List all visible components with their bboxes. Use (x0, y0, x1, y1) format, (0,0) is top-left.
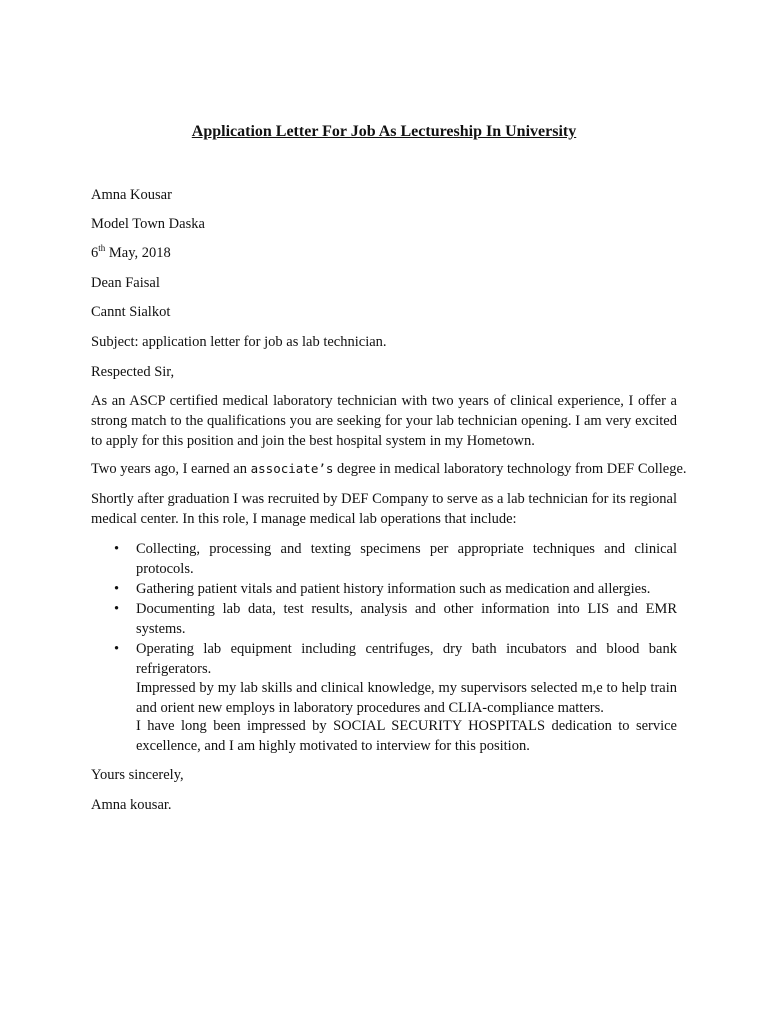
list-item (91, 539, 677, 579)
signature: Amna kousar. (91, 797, 172, 813)
duties-list (91, 539, 677, 679)
letter-date (91, 243, 171, 263)
sender-name: Amna Kousar (91, 187, 172, 203)
list-item (91, 579, 677, 599)
list-item-text: Collecting, processing and texting specimens per appropriate techniques and clinical protocols. (136, 541, 677, 577)
bullet-icon: • (114, 541, 120, 557)
associate-word: associate’s (250, 461, 334, 476)
paragraph-motivation: I have long been impressed by SOCIAL SECURITY HOSPITALS dedication to service excellence, and I am highly motivated to interview for this position. (136, 718, 677, 754)
date-suffix: th (98, 243, 106, 254)
list-item-text: Gathering patient vitals and patient history information such as medication and allergies. (136, 581, 651, 597)
recipient-name: Dean Faisal (91, 275, 160, 291)
bullet-icon: • (114, 581, 120, 597)
list-item (91, 599, 677, 639)
letter-title: Application Letter For Job As Lectureship In University (191, 123, 577, 140)
bullet-icon: • (114, 601, 120, 617)
closing: Yours sincerely, (91, 767, 184, 783)
bullet-icon: • (114, 641, 120, 657)
list-item (91, 639, 677, 679)
subject-line: Subject: application letter for job as lab technician. (91, 334, 387, 350)
list-item-text: Operating lab equipment including centrifuges, dry bath incubators and blood bank refrigerators. (136, 641, 677, 677)
paragraph-experience: Shortly after graduation I was recruited by DEF Company to serve as a lab technician for its regional medical center. In this role, I manage medical lab operations that include: (91, 491, 677, 527)
education-text-start: Two years ago, I earned an (91, 461, 251, 477)
paragraph-impressed: Impressed by my lab skills and clinical knowledge, my supervisors selected m,e to help train and orient new employs in laboratory procedures and CLIA-compliance matters. (136, 680, 677, 716)
date-rest: May, 2018 (105, 245, 171, 261)
date-day: 6 (91, 245, 99, 261)
sender-address: Model Town Daska (91, 216, 205, 232)
salutation: Respected Sir, (91, 364, 175, 380)
paragraph-intro: As an ASCP certified medical laboratory technician with two years of clinical experience, I offer a strong match to the qualifications you are seeking for your lab technician opening. I am very excited to apply for this position and join the best hospital system in my Hometown. (91, 393, 677, 449)
education-text-end: degree in medical laboratory technology from DEF College. (333, 461, 687, 477)
recipient-address: Cannt Sialkot (91, 304, 171, 320)
paragraph-education (91, 459, 687, 479)
list-item-text: Documenting lab data, test results, analysis and other information into LIS and EMR systems. (136, 601, 677, 637)
